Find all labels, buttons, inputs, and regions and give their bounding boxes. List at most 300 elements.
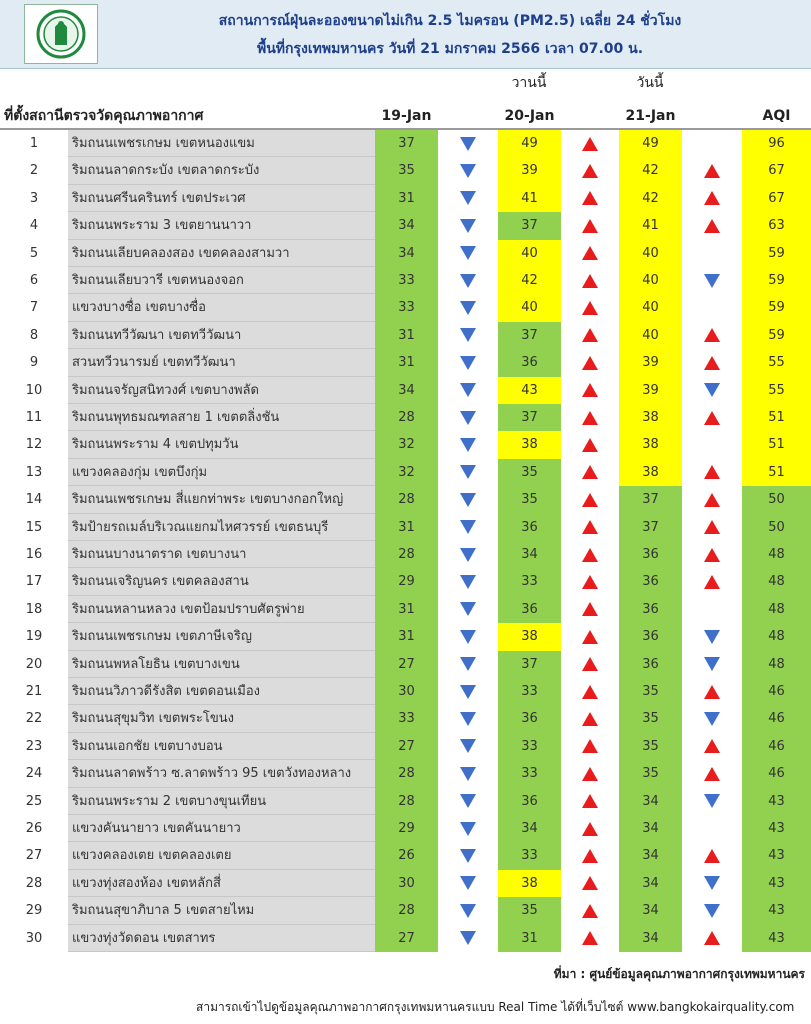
aqi-value: 59 xyxy=(742,240,811,267)
station-number: 3 xyxy=(29,190,39,206)
pm25-21jan: 40 xyxy=(619,267,682,294)
trend-up-icon xyxy=(682,842,742,869)
trend-up-icon xyxy=(682,486,742,513)
station-number: 15 xyxy=(25,519,43,535)
station-name: ริมถนนพระราม 4 เขตปทุมวัน xyxy=(68,431,375,458)
trend-up-icon xyxy=(561,404,619,431)
pm25-21jan: 42 xyxy=(619,157,682,184)
pm25-21jan: 40 xyxy=(619,322,682,349)
station-name: ริมถนนเพชรเกษม เขตหนองแขม xyxy=(68,130,375,157)
trend-down-icon xyxy=(682,623,742,650)
pm25-19jan: 29 xyxy=(375,815,438,842)
pm25-19jan: 34 xyxy=(375,240,438,267)
table-row xyxy=(0,815,811,842)
trend-up-icon xyxy=(682,760,742,787)
station-name: ริมถนนหลานหลวง เขตป้อมปราบศัตรูพ่าย xyxy=(68,596,375,623)
pm25-21jan: 34 xyxy=(619,870,682,897)
pm25-19jan: 31 xyxy=(375,514,438,541)
trend-up-icon xyxy=(561,541,619,568)
pm25-20jan: 43 xyxy=(498,377,561,404)
station-number: 12 xyxy=(25,437,43,453)
table-row xyxy=(0,240,811,267)
trend-down-icon xyxy=(438,294,498,321)
pm25-21jan: 38 xyxy=(619,459,682,486)
report-header xyxy=(0,0,811,69)
station-number: 29 xyxy=(25,903,43,919)
bma-seal-icon xyxy=(25,5,97,63)
aqi-value: 96 xyxy=(742,130,811,157)
pm25-21jan: 36 xyxy=(619,568,682,595)
pm25-19jan: 33 xyxy=(375,705,438,732)
table-row xyxy=(0,568,811,595)
pm25-19jan: 31 xyxy=(375,322,438,349)
trend-up-icon xyxy=(561,486,619,513)
table-row xyxy=(0,678,811,705)
trend-down-icon xyxy=(438,678,498,705)
col-header-20jan: 20-Jan xyxy=(504,108,555,124)
trend-up-icon xyxy=(561,842,619,869)
trend-up-icon xyxy=(561,130,619,157)
pm25-19jan: 29 xyxy=(375,568,438,595)
trend-up-icon xyxy=(561,459,619,486)
aqi-value: 67 xyxy=(742,157,811,184)
table-row xyxy=(0,377,811,404)
pm25-21jan: 40 xyxy=(619,294,682,321)
trend-up-icon xyxy=(561,870,619,897)
pm25-20jan: 36 xyxy=(498,705,561,732)
trend-down-icon xyxy=(438,733,498,760)
trend-up-icon xyxy=(561,760,619,787)
trend-up-icon xyxy=(682,157,742,184)
table-row xyxy=(0,267,811,294)
pm25-19jan: 31 xyxy=(375,596,438,623)
table-row xyxy=(0,760,811,787)
aqi-value: 55 xyxy=(742,377,811,404)
trend-down-icon xyxy=(438,185,498,212)
trend-down-icon xyxy=(438,157,498,184)
aqi-value: 43 xyxy=(742,842,811,869)
pm25-21jan: 34 xyxy=(619,897,682,924)
station-name: แขวงคันนายาว เขตคันนายาว xyxy=(68,815,375,842)
pm25-20jan: 36 xyxy=(498,514,561,541)
station-name: ริมถนนลาดกระบัง เขตลาดกระบัง xyxy=(68,157,375,184)
trend-up-icon xyxy=(561,788,619,815)
trend-down-icon xyxy=(438,322,498,349)
aqi-value: 48 xyxy=(742,623,811,650)
station-number: 19 xyxy=(25,629,43,645)
station-number: 24 xyxy=(25,766,43,782)
trend-up-icon xyxy=(682,733,742,760)
trend-down-icon xyxy=(438,130,498,157)
aqi-value: 46 xyxy=(742,678,811,705)
station-name: แขวงทุ่งวัดดอน เขตสาทร xyxy=(68,925,375,952)
today-label: วันนี้ xyxy=(636,75,664,91)
trend-up-icon xyxy=(682,925,742,952)
trend-none-icon xyxy=(682,815,742,842)
pm25-21jan: 40 xyxy=(619,240,682,267)
pm25-19jan: 33 xyxy=(375,294,438,321)
trend-none-icon xyxy=(682,130,742,157)
pm25-20jan: 37 xyxy=(498,651,561,678)
station-name: ริมถนนเลียบคลองสอง เขตคลองสามวา xyxy=(68,240,375,267)
station-name: ริมถนนวิภาวดีรังสิต เขตดอนเมือง xyxy=(68,678,375,705)
aqi-value: 55 xyxy=(742,349,811,376)
trend-up-icon xyxy=(561,897,619,924)
trend-up-icon xyxy=(561,157,619,184)
station-number: 28 xyxy=(25,875,43,891)
pm25-19jan: 37 xyxy=(375,130,438,157)
trend-up-icon xyxy=(561,322,619,349)
station-number: 10 xyxy=(25,382,43,398)
pm25-21jan: 37 xyxy=(619,486,682,513)
trend-up-icon xyxy=(682,514,742,541)
pm25-20jan: 36 xyxy=(498,349,561,376)
pm25-21jan: 41 xyxy=(619,212,682,239)
pm25-21jan: 49 xyxy=(619,130,682,157)
aqi-value: 43 xyxy=(742,897,811,924)
pm25-19jan: 28 xyxy=(375,760,438,787)
pm25-20jan: 33 xyxy=(498,760,561,787)
aqi-value: 43 xyxy=(742,925,811,952)
pm25-19jan: 32 xyxy=(375,431,438,458)
pm25-20jan: 42 xyxy=(498,267,561,294)
station-number: 2 xyxy=(29,163,39,179)
trend-down-icon xyxy=(682,870,742,897)
trend-up-icon xyxy=(682,349,742,376)
pm25-20jan: 35 xyxy=(498,486,561,513)
pm25-21jan: 39 xyxy=(619,377,682,404)
trend-up-icon xyxy=(561,815,619,842)
pm25-20jan: 37 xyxy=(498,404,561,431)
pm25-21jan: 37 xyxy=(619,514,682,541)
pm25-21jan: 36 xyxy=(619,623,682,650)
table-row xyxy=(0,459,811,486)
trend-up-icon xyxy=(561,377,619,404)
trend-up-icon xyxy=(682,404,742,431)
trend-up-icon xyxy=(682,459,742,486)
station-number: 4 xyxy=(29,218,39,234)
pm25-20jan: 36 xyxy=(498,596,561,623)
pm25-20jan: 37 xyxy=(498,212,561,239)
trend-up-icon xyxy=(682,568,742,595)
pm25-21jan: 34 xyxy=(619,815,682,842)
trend-none-icon xyxy=(682,240,742,267)
table-row xyxy=(0,514,811,541)
trend-down-icon xyxy=(438,568,498,595)
pm25-19jan: 35 xyxy=(375,157,438,184)
col-header-station: ที่ตั้งสถานีตรวจวัดคุณภาพอากาศ xyxy=(4,108,204,124)
station-name: แขวงบางซื่อ เขตบางซื่อ xyxy=(68,294,375,321)
station-number: 1 xyxy=(29,136,39,151)
station-number: 26 xyxy=(25,821,43,836)
trend-down-icon xyxy=(682,788,742,815)
pm25-21jan: 36 xyxy=(619,596,682,623)
table-row xyxy=(0,157,811,184)
trend-down-icon xyxy=(438,377,498,404)
pm25-20jan: 35 xyxy=(498,459,561,486)
pm25-19jan: 28 xyxy=(375,486,438,513)
trend-up-icon xyxy=(561,733,619,760)
trend-up-icon xyxy=(682,678,742,705)
station-name: แขวงคลองเตย เขตคลองเตย xyxy=(68,842,375,869)
station-name: ริมถนนศรีนครินทร์ เขตประเวศ xyxy=(68,185,375,212)
pm25-19jan: 27 xyxy=(375,925,438,952)
trend-up-icon xyxy=(682,185,742,212)
pm25-21jan: 39 xyxy=(619,349,682,376)
pm25-21jan: 42 xyxy=(619,185,682,212)
aqi-value: 48 xyxy=(742,541,811,568)
table-row xyxy=(0,404,811,431)
pm25-20jan: 41 xyxy=(498,185,561,212)
trend-up-icon xyxy=(561,678,619,705)
trend-down-icon xyxy=(682,705,742,732)
table-row xyxy=(0,322,811,349)
pm25-20jan: 37 xyxy=(498,322,561,349)
trend-down-icon xyxy=(438,760,498,787)
trend-down-icon xyxy=(438,596,498,623)
trend-up-icon xyxy=(561,349,619,376)
trend-down-icon xyxy=(438,842,498,869)
trend-down-icon xyxy=(438,212,498,239)
aqi-value: 43 xyxy=(742,870,811,897)
pm25-20jan: 34 xyxy=(498,815,561,842)
pm25-19jan: 31 xyxy=(375,349,438,376)
trend-down-icon xyxy=(438,870,498,897)
station-number: 30 xyxy=(25,930,43,946)
station-name: ริมถนนพระราม 2 เขตบางขุนเทียน xyxy=(68,788,375,815)
trend-down-icon xyxy=(438,349,498,376)
pm25-20jan: 40 xyxy=(498,240,561,267)
pm25-19jan: 27 xyxy=(375,651,438,678)
station-number: 20 xyxy=(25,656,43,672)
trend-up-icon xyxy=(682,212,742,239)
pm25-20jan: 33 xyxy=(498,842,561,869)
pm25-20jan: 36 xyxy=(498,788,561,815)
table-row xyxy=(0,925,811,952)
trend-down-icon xyxy=(438,651,498,678)
pm25-20jan: 33 xyxy=(498,678,561,705)
trend-up-icon xyxy=(561,514,619,541)
station-number: 6 xyxy=(29,273,39,288)
trend-down-icon xyxy=(438,514,498,541)
station-number: 22 xyxy=(25,711,43,727)
aqi-value: 50 xyxy=(742,486,811,513)
pm25-19jan: 28 xyxy=(375,897,438,924)
aqi-value: 63 xyxy=(742,212,811,239)
col-header-21jan: 21-Jan xyxy=(625,108,676,124)
pm25-19jan: 28 xyxy=(375,541,438,568)
station-number: 18 xyxy=(25,601,43,617)
table-row xyxy=(0,596,811,623)
trend-down-icon xyxy=(438,623,498,650)
trend-down-icon xyxy=(682,651,742,678)
trend-up-icon xyxy=(561,596,619,623)
station-name: ริมป้ายรถเมล์บริเวณแยกมไหศวรรย์ เขตธนบุรี xyxy=(68,514,375,541)
station-number: 13 xyxy=(25,464,43,480)
realtime-note: สามารถเข้าไปดูข้อมูลคุณภาพอากาศกรุงเทพมหานครแบบ Real Time ได้ที่เว็บไซต์ www.bangkokairquality.com xyxy=(196,1000,795,1014)
pm25-19jan: 33 xyxy=(375,267,438,294)
pm25-20jan: 31 xyxy=(498,925,561,952)
trend-up-icon xyxy=(561,623,619,650)
table-row xyxy=(0,185,811,212)
station-name: ริมถนนสุขุมวิท เขตพระโขนง xyxy=(68,705,375,732)
station-number: 23 xyxy=(25,738,43,754)
table-row xyxy=(0,541,811,568)
station-number: 9 xyxy=(29,355,39,371)
table-row xyxy=(0,897,811,924)
table-row xyxy=(0,788,811,815)
trend-up-icon xyxy=(561,705,619,732)
pm25-19jan: 26 xyxy=(375,842,438,869)
aqi-value: 59 xyxy=(742,267,811,294)
trend-down-icon xyxy=(438,404,498,431)
trend-up-icon xyxy=(561,431,619,458)
pm25-20jan: 35 xyxy=(498,897,561,924)
aqi-value: 50 xyxy=(742,514,811,541)
pm25-20jan: 38 xyxy=(498,431,561,458)
station-name: ริมถนนพหลโยธิน เขตบางเขน xyxy=(68,651,375,678)
trend-down-icon xyxy=(438,541,498,568)
trend-up-icon xyxy=(561,267,619,294)
station-name: ริมถนนทวีวัฒนา เขตทวีวัฒนา xyxy=(68,322,375,349)
report-subtitle: พื้นที่กรุงเทพมหานคร วันที่ 21 มกราคม 2566 เวลา 07.00 น. xyxy=(256,41,644,57)
aqi-value: 46 xyxy=(742,760,811,787)
station-name: ริมถนนบางนาตราด เขตบางนา xyxy=(68,541,375,568)
trend-down-icon xyxy=(438,705,498,732)
pm25-20jan: 33 xyxy=(498,733,561,760)
trend-up-icon xyxy=(561,240,619,267)
pm25-20jan: 49 xyxy=(498,130,561,157)
trend-down-icon xyxy=(438,240,498,267)
table-row xyxy=(0,651,811,678)
trend-up-icon xyxy=(561,185,619,212)
pm25-21jan: 34 xyxy=(619,925,682,952)
trend-down-icon xyxy=(438,788,498,815)
station-name: ริมถนนเพชรเกษม เขตภาษีเจริญ xyxy=(68,623,375,650)
trend-down-icon xyxy=(438,486,498,513)
station-number: 16 xyxy=(25,547,43,562)
pm25-19jan: 31 xyxy=(375,623,438,650)
station-name: ริมถนนลาดพร้าว ซ.ลาดพร้าว 95 เขตวังทองหลาง xyxy=(68,760,375,787)
pm25-21jan: 35 xyxy=(619,705,682,732)
pm25-21jan: 36 xyxy=(619,651,682,678)
station-number: 25 xyxy=(25,793,43,809)
pm25-19jan: 34 xyxy=(375,212,438,239)
station-number: 14 xyxy=(25,492,43,508)
pm25-20jan: 38 xyxy=(498,623,561,650)
aqi-value: 51 xyxy=(742,459,811,486)
station-name: ริมถนนพุทธมณฑลสาย 1 เขตตลิ่งชัน xyxy=(68,404,375,431)
pm25-20jan: 40 xyxy=(498,294,561,321)
station-number: 8 xyxy=(29,327,39,343)
trend-none-icon xyxy=(682,294,742,321)
station-name: ริมถนนสุขาภิบาล 5 เขตสายไหม xyxy=(68,897,375,924)
pm25-21jan: 36 xyxy=(619,541,682,568)
yesterday-label: วานนี้ xyxy=(511,75,547,91)
trend-none-icon xyxy=(682,596,742,623)
table-row xyxy=(0,733,811,760)
table-row xyxy=(0,212,811,239)
station-name: ริมถนนเพชรเกษม สี่แยกท่าพระ เขตบางกอกใหญ่ xyxy=(68,486,375,513)
pm25-21jan: 35 xyxy=(619,733,682,760)
aqi-value: 67 xyxy=(742,185,811,212)
aqi-value: 51 xyxy=(742,431,811,458)
trend-down-icon xyxy=(438,925,498,952)
station-name: แขวงทุ่งสองห้อง เขตหลักสี่ xyxy=(68,870,375,897)
pm25-21jan: 35 xyxy=(619,760,682,787)
trend-up-icon xyxy=(561,212,619,239)
station-number: 17 xyxy=(25,574,43,590)
pm25-20jan: 39 xyxy=(498,157,561,184)
pm25-20jan: 38 xyxy=(498,870,561,897)
trend-down-icon xyxy=(438,267,498,294)
station-name: ริมถนนพระราม 3 เขตยานนาวา xyxy=(68,212,375,239)
station-name: แขวงคลองกุ่ม เขตบึงกุ่ม xyxy=(68,459,375,486)
pm25-19jan: 34 xyxy=(375,377,438,404)
pm25-19jan: 30 xyxy=(375,678,438,705)
trend-down-icon xyxy=(682,267,742,294)
trend-down-icon xyxy=(682,377,742,404)
pm25-21jan: 34 xyxy=(619,788,682,815)
pm25-21jan: 34 xyxy=(619,842,682,869)
trend-up-icon xyxy=(682,541,742,568)
aqi-value: 43 xyxy=(742,788,811,815)
aqi-value: 46 xyxy=(742,705,811,732)
station-name: ริมถนนเลียบวารี เขตหนองจอก xyxy=(68,267,375,294)
pm25-19jan: 30 xyxy=(375,870,438,897)
pm25-19jan: 31 xyxy=(375,185,438,212)
pm25-21jan: 38 xyxy=(619,431,682,458)
table-row xyxy=(0,870,811,897)
table-row xyxy=(0,431,811,458)
pm25-20jan: 33 xyxy=(498,568,561,595)
aqi-value: 59 xyxy=(742,294,811,321)
pm25-19jan: 28 xyxy=(375,788,438,815)
station-number: 11 xyxy=(25,410,43,425)
trend-down-icon xyxy=(438,815,498,842)
trend-up-icon xyxy=(561,651,619,678)
aqi-value: 48 xyxy=(742,596,811,623)
station-number: 21 xyxy=(25,684,43,699)
trend-up-icon xyxy=(561,294,619,321)
pm25-19jan: 27 xyxy=(375,733,438,760)
aqi-value: 48 xyxy=(742,568,811,595)
station-name: ริมถนนเจริญนคร เขตคลองสาน xyxy=(68,568,375,595)
pm25-19jan: 28 xyxy=(375,404,438,431)
trend-down-icon xyxy=(438,431,498,458)
aqi-value: 51 xyxy=(742,404,811,431)
station-number: 27 xyxy=(25,848,43,864)
table-row xyxy=(0,130,811,157)
table-row xyxy=(0,842,811,869)
col-header-aqi: AQI xyxy=(762,108,791,124)
trend-down-icon xyxy=(682,897,742,924)
station-name: ริมถนนเอกชัย เขตบางบอน xyxy=(68,733,375,760)
aqi-value: 46 xyxy=(742,733,811,760)
table-row xyxy=(0,294,811,321)
trend-up-icon xyxy=(682,322,742,349)
pm25-21jan: 38 xyxy=(619,404,682,431)
pm25-21jan: 35 xyxy=(619,678,682,705)
table-row xyxy=(0,623,811,650)
col-header-19jan: 19-Jan xyxy=(381,108,432,124)
table-row xyxy=(0,705,811,732)
pm25-19jan: 32 xyxy=(375,459,438,486)
bma-logo xyxy=(24,4,98,64)
trend-up-icon xyxy=(561,568,619,595)
station-name: สวนทวีวนารมย์ เขตทวีวัฒนา xyxy=(68,349,375,376)
station-number: 7 xyxy=(29,300,39,316)
